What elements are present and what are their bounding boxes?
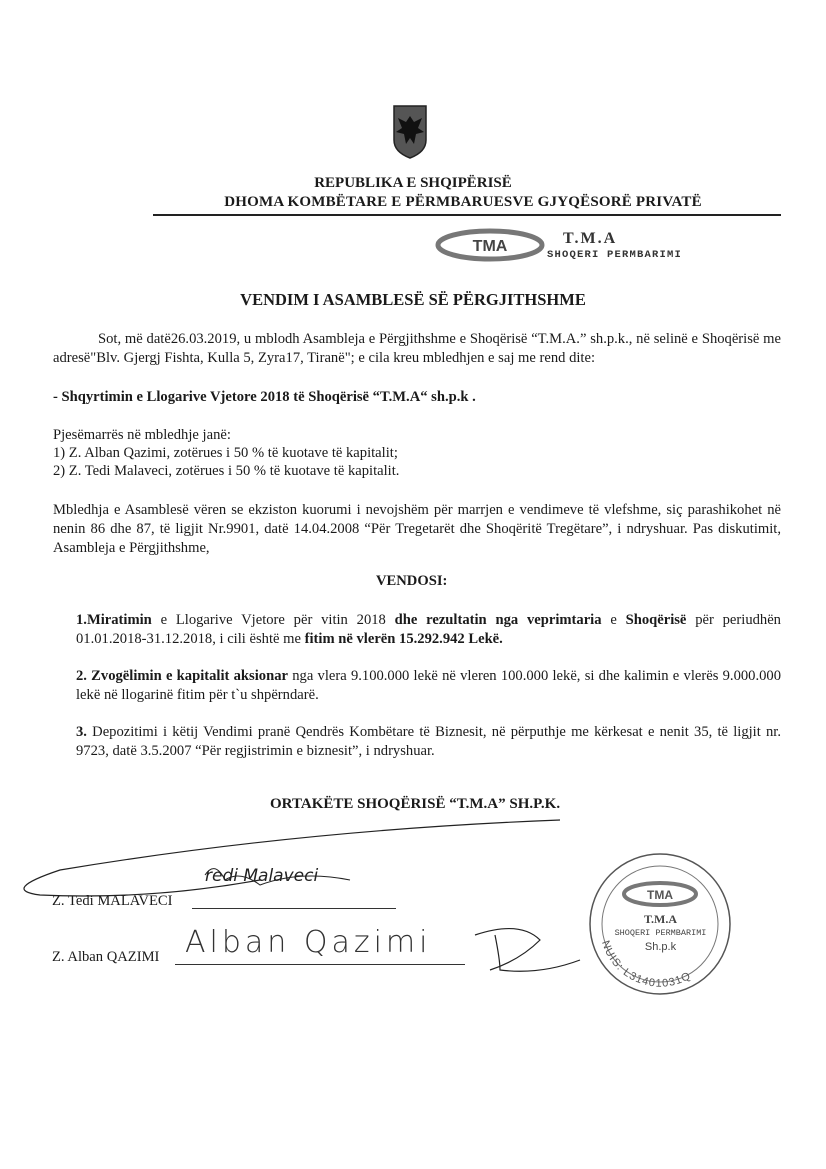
stamp-name: T.M.A (643, 912, 678, 926)
logo-subtitle: SHOQERI PERMBARIMI (547, 249, 683, 261)
signature-line (192, 908, 396, 909)
tma-logo (435, 228, 685, 264)
header-divider (153, 214, 781, 216)
participant: 2) Z. Tedi Malaveci, zotërues i 50 % të kuotave të kapitalit. (53, 463, 400, 479)
signer-label: Z. Tedi MALAVECI (52, 893, 173, 909)
quorum-paragraph: Mbledhja e Asamblesë vëren se ekziston kuorumi i nevojshëm për marrjen e vendimeve të vlefshme, siç parashikohet në nenin 86 dhe 87, të ligjit Nr.9901, datë 14.04.2008 “Për Tregetarët dhe Shoqëritë Tregëtare”, i ndryshuar. Pas diskutimit, Asambleja e Përgjithshme, (53, 502, 781, 556)
participant: 1) Z. Alban Qazimi, zotërues i 50 % të kuotave të kapitalit; (53, 445, 398, 461)
signer-label: Z. Alban QAZIMI (52, 949, 160, 965)
header-republic: REPUBLIKA E SHQIPËRISË (314, 175, 512, 191)
participants-heading: Pjesëmarrës në mbledhje janë: (53, 427, 231, 443)
signature-malaveci: redi Malaveci (205, 866, 319, 886)
albanian-eagle-emblem-icon (392, 104, 428, 160)
svg-text:TMA: TMA (472, 238, 508, 255)
header-chamber: DHOMA KOMBËTARE E PËRMBARUESVE GJYQËSORË PRIVATË (224, 194, 702, 210)
signature-qazimi: Alban Qazimi (185, 925, 432, 960)
tma-logo-mark-icon (435, 228, 545, 262)
decides-heading: VENDOSI: (376, 573, 448, 589)
signature-line (175, 964, 465, 965)
decision-3: 3. Depozitimi i këtij Vendimi pranë Qendrës Kombëtare të Biznesit, në përputhje me kërkesat e nenit 35, të ligjit nr. 9723, datë 3.5.2007 “Për regjistrimin e biznesit”, i ndryshuar. (76, 724, 781, 759)
svg-text:NUIS: L31401031Q: NUIS: L31401031Q (598, 939, 694, 990)
stamp-type: Sh.p.k (644, 941, 677, 953)
logo-name: T.M.A (563, 230, 618, 247)
participants-list (53, 426, 781, 480)
decision-2: 2. Zvogëlimin e kapitalit aksionar nga vlera 9.100.000 lekë në vleren 100.000 lekë, si dhe kalimin e vlerës 9.000.000 lekë në llogarinë fitim për t`u shpërndarë. (76, 668, 781, 703)
document-title: VENDIM I ASAMBLESË SË PËRGJITHSHME (240, 290, 586, 309)
svg-text:TMA: TMA (647, 888, 673, 902)
decision-1: 1.Miratimin e Llogarive Vjetore për vitin 2018 dhe rezultatin nga veprimtaria e Shoqërisë për periudhën 01.01.2018-31.12.2018, i cili është me fitim në vlerën 15.292.942 Lekë. (76, 612, 781, 647)
agenda-item: - Shqyrtimin e Llogarive Vjetore 2018 të Shoqërisë “T.M.A“ sh.p.k . (53, 389, 476, 405)
intro-paragraph: Sot, më datë26.03.2019, u mblodh Asambleja e Përgjithshme e Shoqërisë “T.M.A.” sh.p.k., në selinë e Shoqërisë me adresë"Blv. Gjergj Fishta, Kulla 5, Zyra17, Tiranë"; e cila kreu mbledhjen e saj me rend dite: (53, 331, 781, 366)
stamp-subtitle: SHOQERI PERMBARIMI (614, 928, 707, 938)
company-stamp (588, 852, 733, 997)
signatures-heading: ORTAKËTE SHOQËRISË “T.M.A” SH.P.K. (270, 796, 561, 812)
